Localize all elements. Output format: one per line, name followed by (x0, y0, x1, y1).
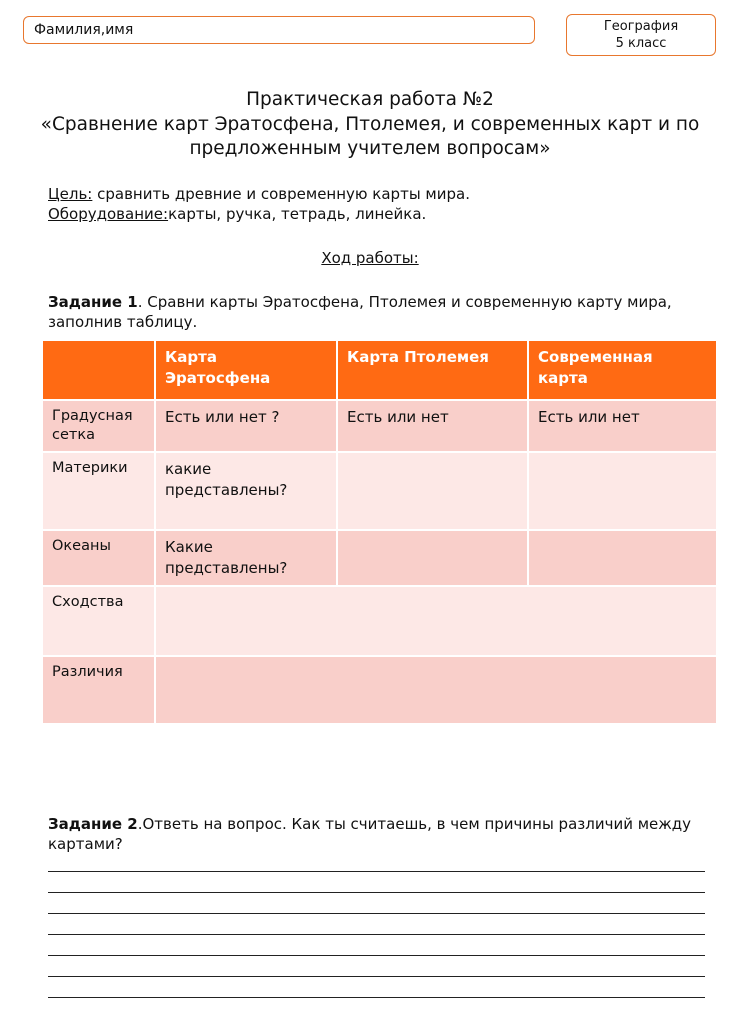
name-field-label: Фамилия,имя (34, 22, 134, 38)
grade-label: 5 класс (615, 36, 667, 51)
table-cell[interactable] (528, 530, 717, 586)
table-cell[interactable] (337, 530, 528, 586)
answer-line[interactable] (48, 997, 705, 998)
row-label-similarities: Сходства (42, 586, 155, 656)
progress-heading-text: Ход работы: (321, 249, 419, 267)
header-modern: Современная карта (528, 340, 717, 400)
row-label-oceans: Океаны (42, 530, 155, 586)
subtitle-text: «Сравнение карт Эратосфена, Птолемея, и современных карт и по предложенным учителем вопросам» (40, 114, 700, 159)
table-cell[interactable] (337, 452, 528, 530)
table-cell[interactable]: какие представлены? (155, 452, 337, 530)
table-header-row (42, 340, 717, 400)
table-row (42, 656, 717, 724)
task2-label: Задание 2 (48, 815, 138, 833)
answer-line[interactable] (48, 871, 705, 872)
task1 (48, 292, 728, 332)
equipment-line (48, 204, 426, 224)
table-row (42, 530, 717, 586)
page-subtitle (0, 113, 740, 161)
table-cell[interactable] (155, 656, 717, 724)
goal-label: Цель: (48, 185, 93, 203)
table-cell[interactable] (528, 452, 717, 530)
table-cell[interactable]: Есть или нет ? (155, 400, 337, 452)
table-cell[interactable]: Есть или нет (528, 400, 717, 452)
subject-badge (566, 14, 716, 56)
table-row (42, 400, 717, 452)
header-ptolemy: Карта Птолемея (337, 340, 528, 400)
name-field[interactable] (23, 16, 535, 44)
progress-heading (0, 248, 740, 268)
task2-text: .Ответь на вопрос. Как ты считаешь, в чем причины различий между картами? (48, 815, 692, 853)
goal-text: сравнить древние и современную карты мира. (92, 185, 470, 203)
table-cell[interactable] (155, 586, 717, 656)
answer-line[interactable] (48, 892, 705, 893)
answer-line[interactable] (48, 976, 705, 977)
table-row (42, 452, 717, 530)
answer-line[interactable] (48, 934, 705, 935)
table-cell[interactable]: Есть или нет (337, 400, 528, 452)
subject-label: География (603, 19, 679, 34)
page-title: Практическая работа №2 (246, 89, 494, 110)
task1-label: Задание 1 (48, 293, 138, 311)
table-row (42, 586, 717, 656)
row-label-continents: Материки (42, 452, 155, 530)
answer-line[interactable] (48, 955, 705, 956)
answer-line[interactable] (48, 913, 705, 914)
row-label-differences: Различия (42, 656, 155, 724)
equipment-label: Оборудование: (48, 205, 169, 223)
task1-text: . Сравни карты Эратосфена, Птолемея и современную карту мира, заполнив таблицу. (48, 293, 672, 331)
task2 (48, 814, 708, 854)
row-label-grid: Градусная сетка (42, 400, 155, 452)
table-cell[interactable]: Какие представлены? (155, 530, 337, 586)
header-empty (42, 340, 155, 400)
header-eratosthenes: Карта Эратосфена (155, 340, 337, 400)
equipment-text: карты, ручка, тетрадь, линейка. (168, 205, 427, 223)
comparison-table (41, 339, 718, 725)
goal-line (48, 184, 470, 204)
